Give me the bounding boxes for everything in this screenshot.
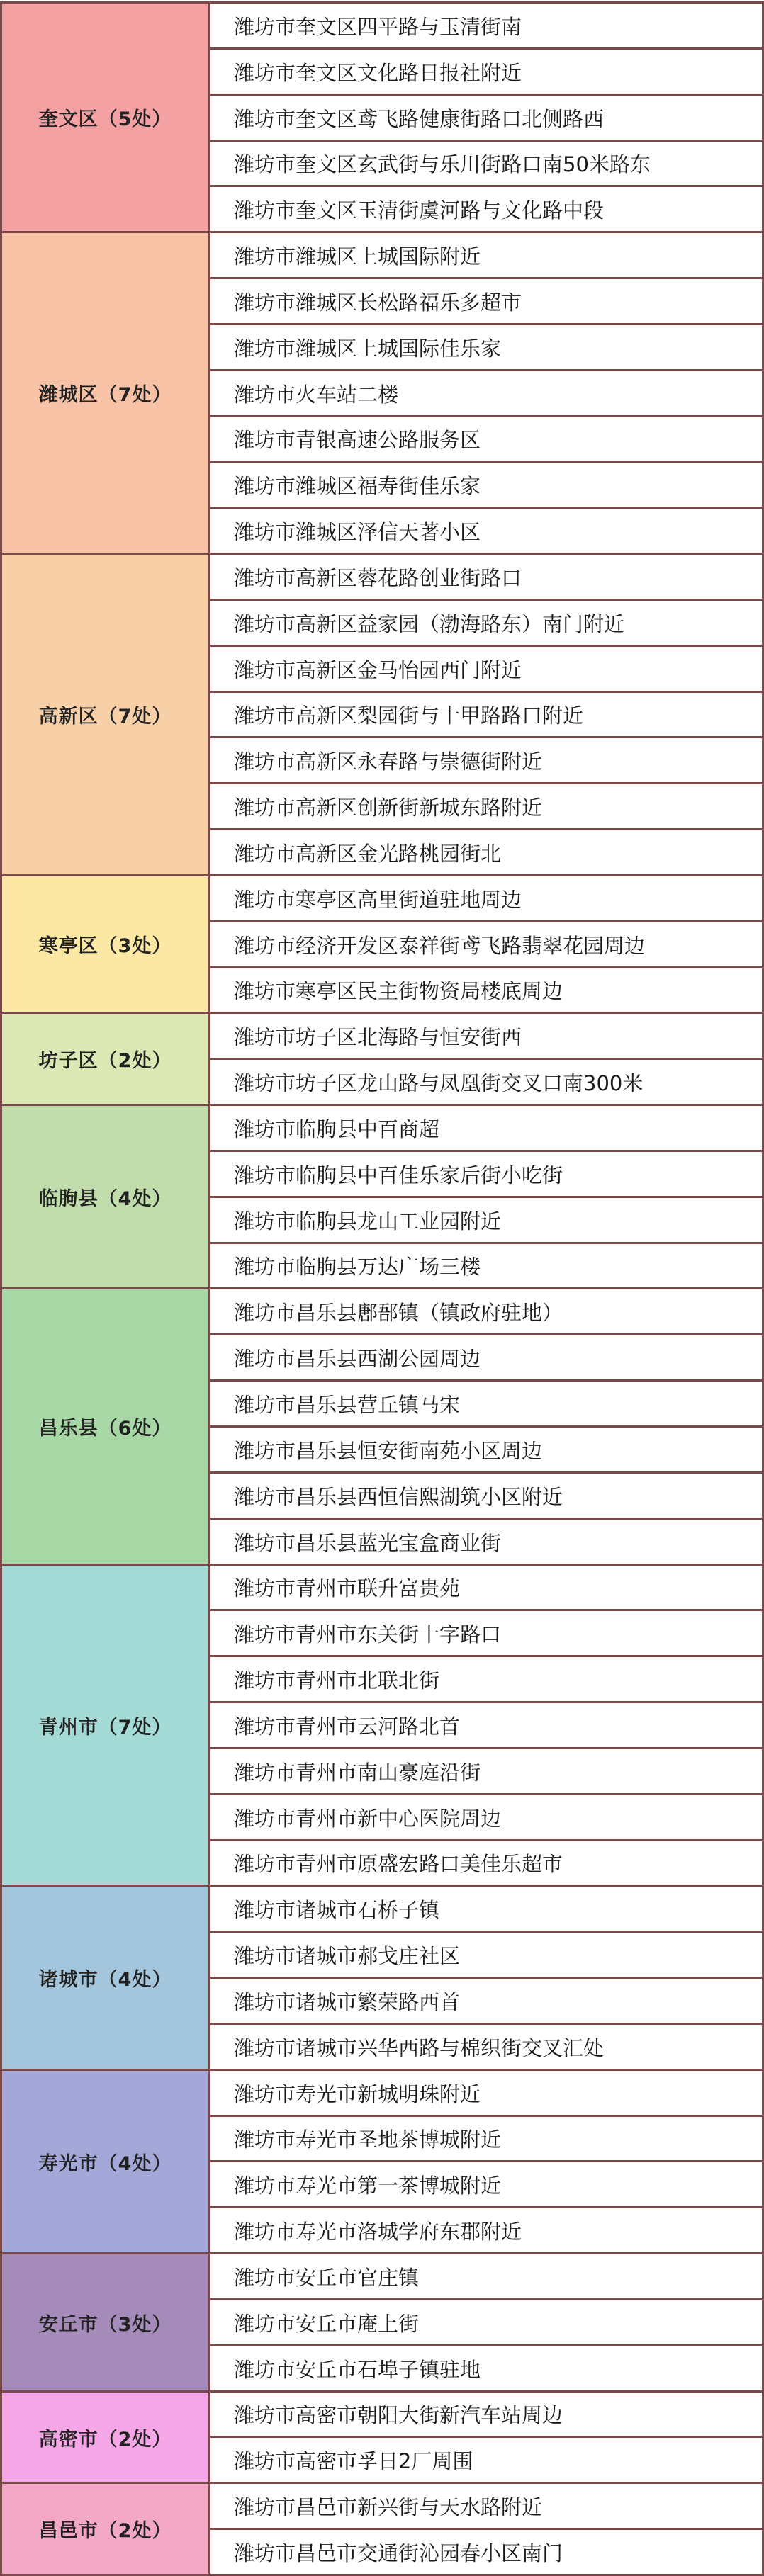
location-text: 潍坊市昌乐县营丘镇马宋: [234, 1392, 461, 1417]
location-row: [210, 553, 764, 601]
district-cell: [0, 2390, 210, 2484]
district-cell: [0, 1104, 210, 1289]
location-text: 潍坊市高新区蓉花路创业街路口: [234, 565, 522, 590]
location-text: 潍坊市昌乐县恒安街南苑小区周边: [234, 1438, 543, 1463]
location-row: [210, 1104, 764, 1152]
location-text: 潍坊市青州市云河路北首: [234, 1714, 461, 1739]
location-row: [210, 782, 764, 830]
location-row: [210, 277, 764, 325]
district-cell: [0, 231, 210, 555]
location-row: [210, 828, 764, 876]
location-text: 潍坊市青州市原盛宏路口美佳乐超市: [234, 1852, 563, 1876]
district-cell: [0, 1, 210, 233]
location-text: 潍坊市临朐县龙山工业园附近: [234, 1209, 502, 1233]
district-label: 昌邑市（2处）: [38, 2520, 172, 2542]
location-text: 潍坊市安丘市石埠子镇驻地: [234, 2357, 481, 2382]
district-cell: [0, 1012, 210, 1106]
location-text: 潍坊市潍城区长松路福乐多超市: [234, 290, 522, 315]
location-text: 潍坊市坊子区龙山路与凤凰街交叉口南300米: [234, 1070, 644, 1095]
location-text: 潍坊市寒亭区民主街物资局楼底周边: [234, 979, 563, 1003]
location-row: [210, 461, 764, 509]
district-cell: [0, 553, 210, 876]
location-text: 潍坊市昌乐县鄌郚镇（镇政府驻地）: [234, 1300, 563, 1325]
location-text: 潍坊市青州市南山豪庭沿街: [234, 1760, 481, 1785]
location-row: [210, 1242, 764, 1289]
location-row: [210, 1379, 764, 1428]
location-row: [210, 1012, 764, 1060]
location-text: 潍坊市高新区永春路与崇德街附近: [234, 749, 543, 774]
location-row: [210, 2344, 764, 2393]
location-row: [210, 1747, 764, 1795]
location-text: 潍坊市潍城区上城国际佳乐家: [234, 336, 502, 361]
location-text: 潍坊市高新区益家园（渤海路东）南门附近: [234, 611, 625, 636]
location-row: [210, 1, 764, 50]
location-row: [210, 140, 764, 187]
location-row: [210, 1333, 764, 1382]
location-row: [210, 874, 764, 922]
location-text: 潍坊市潍城区泽信天著小区: [234, 519, 481, 544]
district-label: 寿光市（4处）: [38, 2152, 172, 2175]
location-text: 潍坊市青银高速公路服务区: [234, 428, 481, 452]
location-text: 潍坊市诸城市石桥子镇: [234, 1897, 440, 1922]
location-text: 潍坊市昌乐县蓝光宝盒商业街: [234, 1530, 502, 1555]
location-row: [210, 2482, 764, 2530]
location-row: [210, 1425, 764, 1474]
location-row: [210, 1655, 764, 1703]
location-row: [210, 2436, 764, 2484]
location-text: 潍坊市临朐县万达广场三楼: [234, 1255, 481, 1279]
district-label: 青州市（7处）: [38, 1716, 172, 1739]
location-text: 潍坊市昌邑市交通街沁园春小区南门: [234, 2541, 563, 2565]
location-row: [210, 47, 764, 96]
location-text: 潍坊市奎文区四平路与玉清街南: [234, 14, 522, 39]
location-text: 潍坊市寒亭区高里街道驻地周边: [234, 887, 522, 912]
location-row: [210, 1287, 764, 1335]
location-row: [210, 1701, 764, 1749]
location-row: [210, 736, 764, 784]
location-row: [210, 966, 764, 1014]
district-cell: [0, 2069, 210, 2254]
district-label: 诸城市（4处）: [38, 1969, 172, 1991]
location-row: [210, 920, 764, 968]
location-text: 潍坊市奎文区文化路日报社附近: [234, 60, 522, 85]
location-row: [210, 323, 764, 371]
location-text: 潍坊市诸城市郝戈庄社区: [234, 1943, 461, 1968]
location-row: [210, 1839, 764, 1887]
location-text: 潍坊市青州市东关街十字路口: [234, 1622, 502, 1646]
location-row: [210, 2298, 764, 2346]
location-text: 潍坊市高新区金马怡园西门附近: [234, 657, 522, 682]
location-row: [210, 2160, 764, 2208]
location-row: [210, 231, 764, 279]
location-row: [210, 2069, 764, 2117]
location-text: 潍坊市奎文区玉清街虞河路与文化路中段: [234, 198, 605, 222]
location-row: [210, 94, 764, 142]
district-cell: [0, 2252, 210, 2393]
location-text: 潍坊市诸城市繁荣路西首: [234, 1989, 461, 2014]
location-row: [210, 691, 764, 738]
location-text: 潍坊市经济开发区泰祥街鸢飞路翡翠花园周边: [234, 933, 646, 958]
location-text: 潍坊市临朐县中百佳乐家后街小吃街: [234, 1163, 563, 1187]
location-text: 潍坊市青州市新中心医院周边: [234, 1806, 502, 1831]
location-row: [210, 1931, 764, 1979]
location-text: 潍坊市奎文区玄武街与乐川街路口南50米路东: [234, 152, 651, 176]
location-text: 潍坊市高新区金光路桃园街北: [234, 841, 502, 866]
district-label: 临朐县（4处）: [38, 1187, 172, 1210]
district-label: 寒亭区（3处）: [38, 935, 172, 957]
location-row: [210, 1471, 764, 1520]
location-row: [210, 1977, 764, 2025]
district-label: 奎文区（5处）: [38, 108, 172, 130]
location-row: [210, 185, 764, 233]
location-text: 潍坊市诸城市兴华西路与棉织街交叉汇处: [234, 2035, 605, 2060]
location-text: 潍坊市昌乐县西恒信熙湖筑小区附近: [234, 1484, 563, 1509]
location-row: [210, 645, 764, 693]
district-label: 潍城区（7处）: [38, 384, 172, 406]
location-text: 潍坊市高密市孚日2厂周围: [234, 2448, 473, 2473]
district-cell: [0, 1885, 210, 2071]
location-row: [210, 2528, 764, 2576]
location-row: [210, 599, 764, 647]
location-text: 潍坊市潍城区福寿街佳乐家: [234, 473, 481, 498]
location-row: [210, 1518, 764, 1566]
location-text: 潍坊市青州市联升富贵苑: [234, 1576, 461, 1600]
location-text: 潍坊市安丘市庵上街: [234, 2311, 420, 2336]
location-text: 潍坊市高密市朝阳大街新汽车站周边: [234, 2403, 563, 2427]
location-row: [210, 415, 764, 463]
location-row: [210, 2023, 764, 2071]
district-cell: [0, 1564, 210, 1887]
district-label: 昌乐县（6处）: [38, 1418, 172, 1440]
location-text: 潍坊市青州市北联北街: [234, 1668, 440, 1693]
location-row: [210, 1150, 764, 1198]
location-row: [210, 507, 764, 555]
location-row: [210, 1196, 764, 1244]
location-text: 潍坊市临朐县中百商超: [234, 1117, 440, 1141]
district-cell: [0, 874, 210, 1014]
location-text: 潍坊市寿光市第一茶博城附近: [234, 2173, 502, 2198]
district-label: 高密市（2处）: [38, 2428, 172, 2451]
location-row: [210, 2390, 764, 2438]
location-row: [210, 2115, 764, 2162]
location-row: [210, 2206, 764, 2254]
location-row: [210, 1058, 764, 1106]
location-row: [210, 1609, 764, 1657]
location-text: 潍坊市寿光市圣地茶博城附近: [234, 2128, 502, 2152]
district-label: 坊子区（2处）: [38, 1050, 172, 1072]
location-text: 潍坊市昌邑市新兴街与天水路附近: [234, 2495, 543, 2519]
location-text: 潍坊市安丘市官庄镇: [234, 2265, 420, 2290]
location-row: [210, 369, 764, 417]
location-row: [210, 2252, 764, 2300]
district-label: 安丘市（3处）: [38, 2313, 172, 2336]
location-text: 潍坊市火车站二楼: [234, 382, 399, 407]
location-row: [210, 1885, 764, 1933]
location-text: 潍坊市昌乐县西湖公园周边: [234, 1346, 481, 1371]
location-text: 潍坊市高新区创新街新城东路附近: [234, 795, 543, 820]
location-text: 潍坊市坊子区北海路与恒安街西: [234, 1024, 522, 1049]
location-row: [210, 1564, 764, 1611]
district-label: 高新区（7处）: [38, 706, 172, 728]
district-cell: [0, 2482, 210, 2576]
location-text: 潍坊市高新区梨园街与十甲路路口附近: [234, 704, 584, 728]
location-text: 潍坊市奎文区鸢飞路健康街路口北侧路西: [234, 106, 605, 131]
location-text: 潍坊市潍城区上城国际附近: [234, 244, 481, 269]
location-text: 潍坊市寿光市洛城学府东郡附近: [234, 2219, 522, 2244]
location-row: [210, 1793, 764, 1841]
district-cell: [0, 1287, 210, 1566]
location-text: 潍坊市寿光市新城明珠附近: [234, 2081, 481, 2106]
